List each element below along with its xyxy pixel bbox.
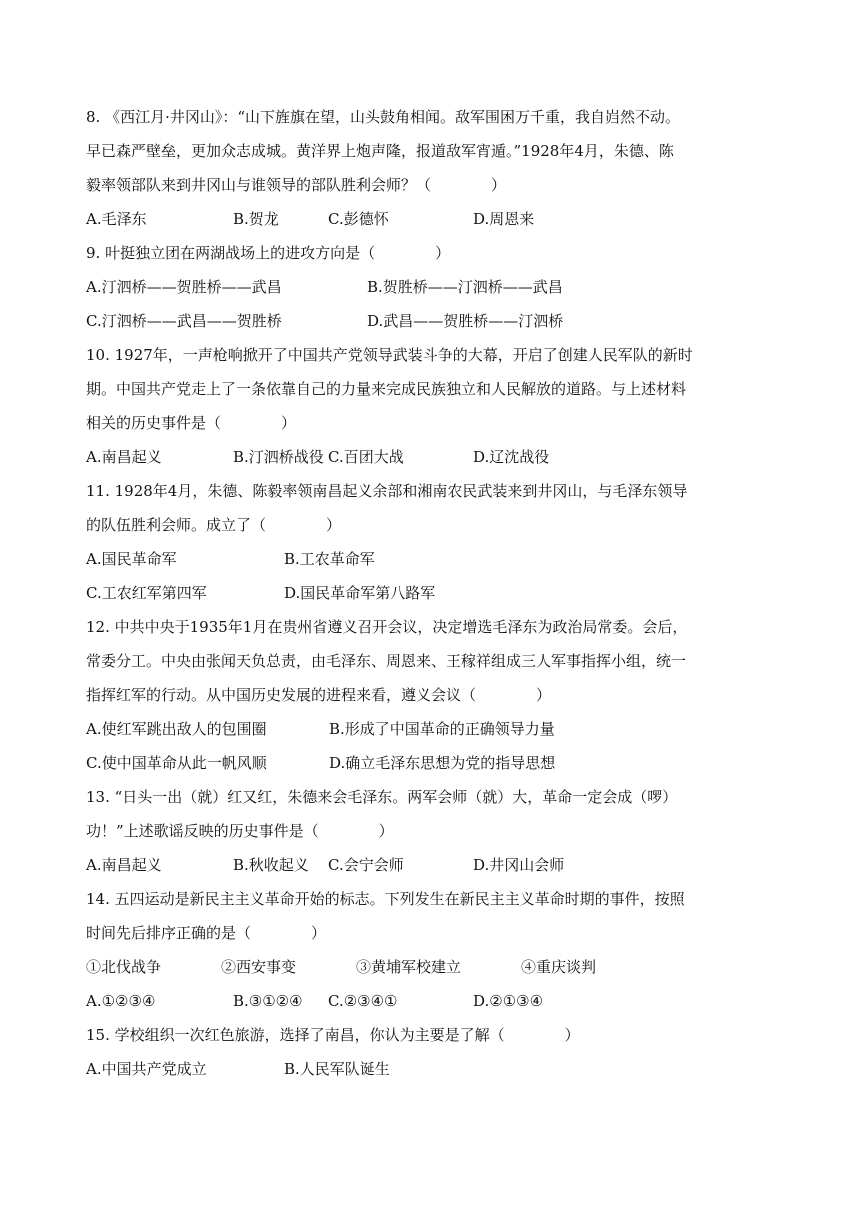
answer-option[interactable]: A.中国共产党成立	[86, 1060, 207, 1078]
answer-option[interactable]: B.汀泗桥战役	[233, 448, 324, 466]
question-stem-line: 时间先后排序正确的是（ ）	[86, 924, 327, 942]
question-block	[86, 610, 786, 780]
answer-option[interactable]: D.周恩来	[473, 210, 535, 228]
option-row	[86, 304, 786, 338]
answer-option[interactable]: A.使红军跳出敌人的包围圈	[86, 720, 267, 738]
option-row	[86, 984, 786, 1018]
answer-option[interactable]: D.②①③④	[473, 992, 544, 1010]
answer-option[interactable]: D.武昌——贺胜桥——汀泗桥	[367, 312, 564, 330]
question-stem-line: 功！”上述歌谣反映的历史事件是（ ）	[86, 822, 394, 840]
question-block	[86, 338, 786, 474]
answer-option[interactable]: A.①②③④	[86, 992, 156, 1010]
answer-option[interactable]: C.②③④①	[328, 992, 398, 1010]
question-stem-line: 13. “日头一出（就）红又红，朱德来会毛泽东。两军会师（就）大，革命一定会成（啰）	[86, 788, 678, 806]
option-row	[86, 542, 786, 576]
question-stem-line: 14. 五四运动是新民主主义革命开始的标志。下列发生在新民主主义革命时期的事件，按照	[86, 890, 685, 908]
question-stem-line: 15. 学校组织一次红色旅游，选择了南昌，你认为主要是了解（ ）	[86, 1026, 580, 1044]
answer-option[interactable]: C.工农红军第四军	[86, 584, 207, 602]
question-stem-line: 11. 1928年4月，朱德、陈毅率领南昌起义余部和湘南农民武装来到井冈山，与毛泽东领导	[86, 482, 688, 500]
answer-option[interactable]: B.贺龙	[233, 210, 279, 228]
option-row	[86, 712, 786, 746]
answer-option[interactable]: C.汀泗桥——武昌——贺胜桥	[86, 312, 282, 330]
answer-option[interactable]: B.形成了中国革命的正确领导力量	[329, 720, 555, 738]
option-row	[86, 202, 786, 236]
question-stem-line: 毅率领部队来到井冈山与谁领导的部队胜利会师？（ ）	[86, 176, 507, 194]
option-row	[86, 746, 786, 780]
answer-option[interactable]: B.③①②④	[233, 992, 303, 1010]
question-stem-line: 相关的历史事件是（ ）	[86, 414, 297, 432]
answer-option[interactable]: A.毛泽东	[86, 210, 147, 228]
answer-option[interactable]: C.彭德怀	[328, 210, 389, 228]
answer-option[interactable]: D.国民革命军第八路军	[284, 584, 436, 602]
question-page	[86, 100, 786, 1086]
question-block	[86, 100, 786, 236]
question-block	[86, 882, 786, 1018]
answer-option[interactable]: D.确立毛泽东思想为党的指导思想	[329, 754, 556, 772]
question-block	[86, 236, 786, 338]
answer-option[interactable]: A.汀泗桥——贺胜桥——武昌	[86, 278, 282, 296]
answer-option[interactable]: A.南昌起义	[86, 448, 162, 466]
answer-option[interactable]: A.南昌起义	[86, 856, 162, 874]
answer-option[interactable]: C.会宁会师	[328, 856, 404, 874]
question-stem-line: 早已森严壁垒，更加众志成城。黄洋界上炮声隆，报道敌军宵遁。”1928年4月，朱德、陈	[86, 142, 674, 160]
question-stem-line: 12. 中共中央于1935年1月在贵州省遵义召开会议，决定增选毛泽东为政治局常委。会后，	[86, 618, 688, 636]
question-stem-line: 期。中国共产党走上了一条依靠自己的力量来完成民族独立和人民解放的道路。与上述材料	[86, 380, 687, 398]
question-block	[86, 780, 786, 882]
option-row	[86, 440, 786, 474]
answer-option[interactable]: A.国民革命军	[86, 550, 177, 568]
option-row	[86, 576, 786, 610]
answer-option[interactable]: B.工农革命军	[284, 550, 375, 568]
question-stem-line: 10. 1927年，一声枪响掀开了中国共产党领导武装斗争的大幕，开启了创建人民军队的新时	[86, 346, 693, 364]
option-row	[86, 848, 786, 882]
answer-option[interactable]: D.辽沈战役	[473, 448, 550, 466]
option-row	[86, 1052, 786, 1086]
question-block	[86, 474, 786, 610]
answer-option[interactable]: B.秋收起义	[233, 856, 309, 874]
question-stem-line: 的队伍胜利会师。成立了（ ）	[86, 516, 342, 534]
answer-option[interactable]: C.使中国革命从此一帆风顺	[86, 754, 267, 772]
answer-option[interactable]: B.人民军队诞生	[284, 1060, 390, 1078]
question-block	[86, 1018, 786, 1086]
option-row	[86, 270, 786, 304]
question-stem-line: 指挥红军的行动。从中国历史发展的进程来看，遵义会议（ ）	[86, 686, 552, 704]
answer-option[interactable]: C.百团大战	[328, 448, 404, 466]
question-stem-line: 8. 《西江月·井冈山》：“山下旌旗在望，山头鼓角相闻。敌军围困万千重，我自岿然不动。	[86, 108, 681, 126]
answer-option[interactable]: B.贺胜桥——汀泗桥——武昌	[367, 278, 563, 296]
question-stem-line: 9. 叶挺独立团在两湖战场上的进攻方向是（ ）	[86, 244, 451, 262]
question-stem-line: ①北伐战争 ②西安事变 ③黄埔军校建立 ④重庆谈判	[86, 958, 597, 976]
question-stem-line: 常委分工。中央由张闻天负总责，由毛泽东、周恩来、王稼祥组成三人军事指挥小组，统一	[86, 652, 687, 670]
answer-option[interactable]: D.井冈山会师	[473, 856, 565, 874]
